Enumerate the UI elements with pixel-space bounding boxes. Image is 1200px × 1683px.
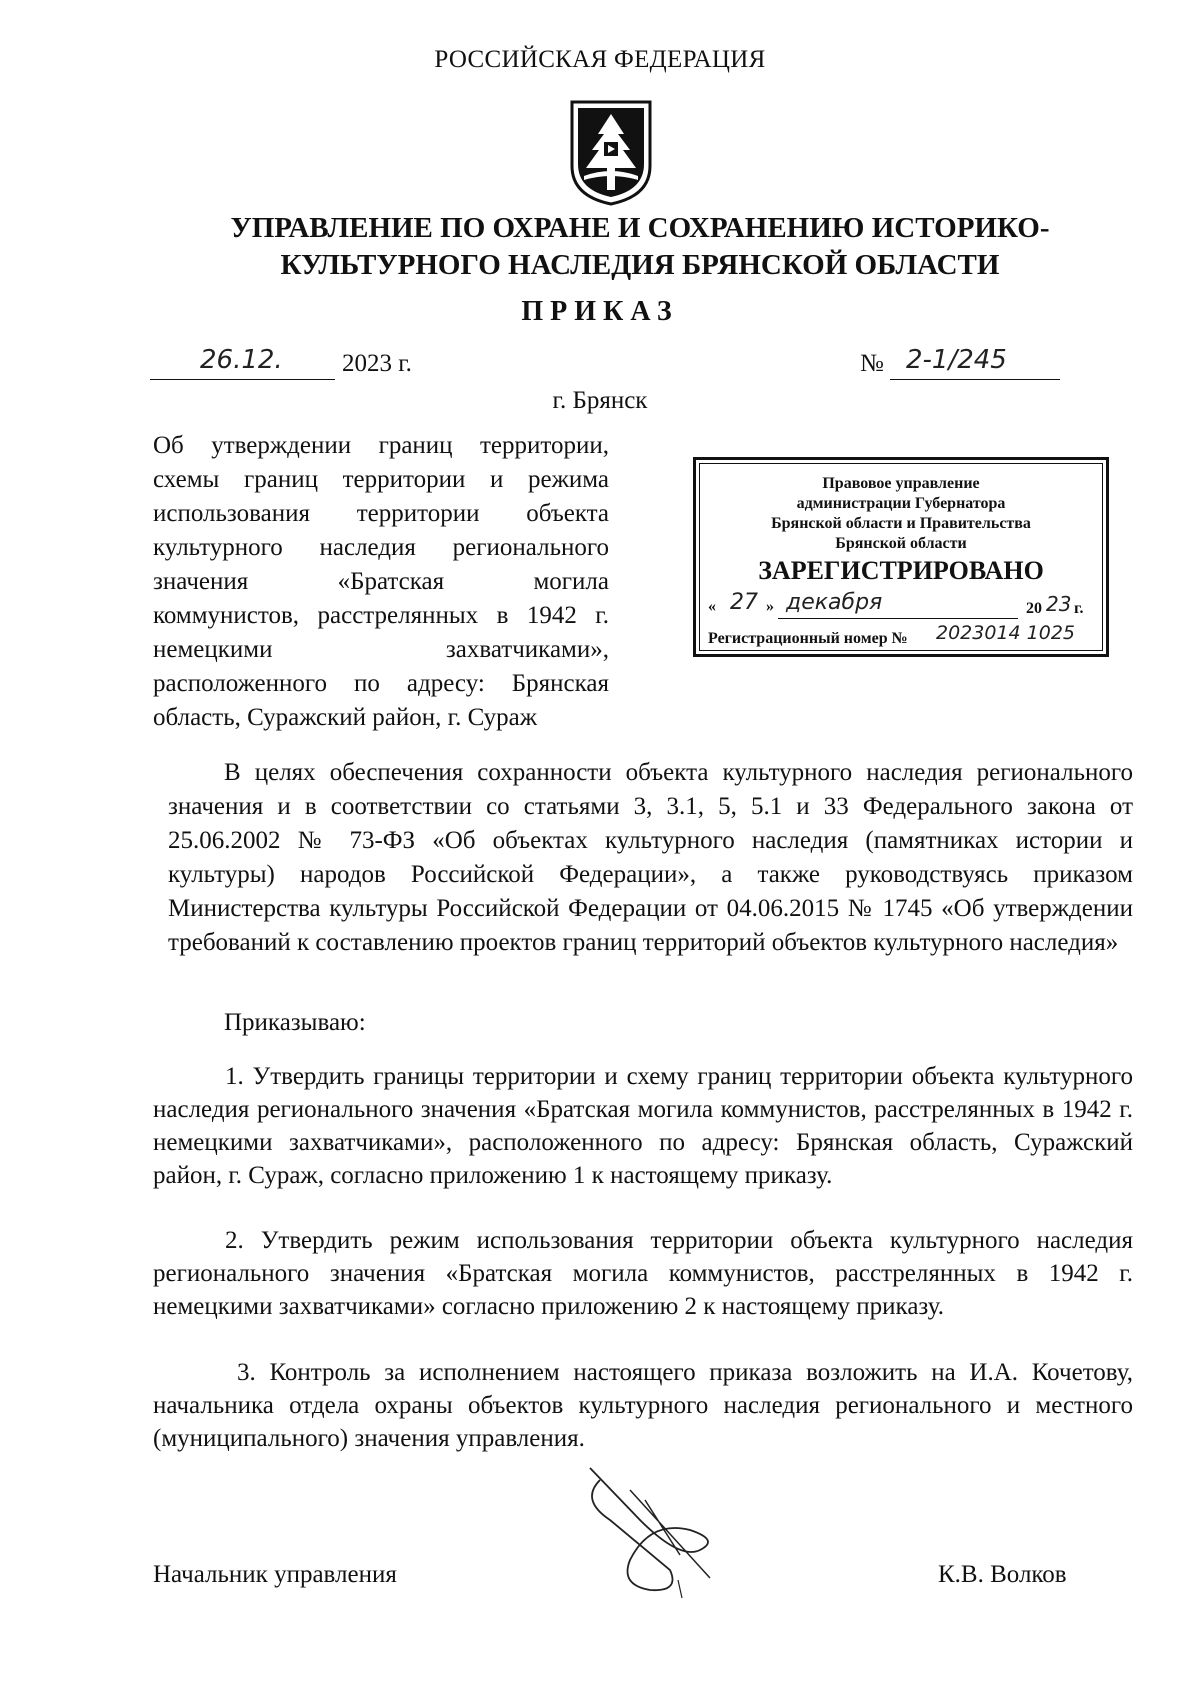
subject-block [153, 429, 609, 735]
stamp-month-handwritten: декабря [786, 590, 883, 615]
coat-of-arms-emblem [566, 96, 656, 208]
organization-line-2: КУЛЬТУРНОГО НАСЛЕДИЯ БРЯНСКОЙ ОБЛАСТИ [280, 249, 1000, 281]
stamp-quote-open: « [708, 598, 716, 615]
stamp-line-2: администрации Губернатора [796, 495, 1006, 512]
document-year: 2023 г. [342, 350, 412, 377]
signatory-name: К.В. Волков [938, 1561, 1067, 1588]
order-item-2: 2. Утвердить режим использования территории объекта культурного наследия регионального значения «Братская могила коммунистов, расстрелянных в 1942 г. немецкими захватчиками» согласно приложению 2 к настоящему приказу. [153, 1227, 1133, 1320]
stamp-reg-label: Регистрационный номер № [708, 630, 908, 647]
stamp-year-handwritten: 23 [1046, 592, 1072, 616]
subject-line: Об утверждении границ территории, [153, 432, 609, 459]
stamp-line-1: Правовое управление [822, 475, 980, 492]
stamp-day-handwritten: 27 [730, 590, 758, 615]
subject-line: область, Суражский район, г. Сураж [153, 704, 538, 731]
subject-line: немецкими захватчиками», [153, 636, 609, 663]
stamp-line-3: Брянской области и Правительства [771, 515, 1031, 532]
stamp-date-underline [778, 618, 1018, 619]
subject-line: культурного наследия регионального [153, 534, 609, 561]
stamp-reg-number-handwritten: 2023014 1025 [936, 622, 1076, 644]
stamp-line-4: Брянской области [835, 535, 967, 552]
subject-line: значения «Братская могила [153, 568, 609, 595]
stamp-registered: ЗАРЕГИСТРИРОВАНО [758, 556, 1044, 585]
stamp-year-suffix: г. [1074, 600, 1084, 617]
stamp-quote-close: » [766, 598, 774, 615]
number-handwritten: 2-1/245 [906, 345, 1007, 375]
city-line: г. Брянск [552, 387, 648, 414]
preamble-paragraph: В целях обеспечения сохранности объекта культурного наследия регионального значения и в соответствии со статьями 3, 3.1, 5, 5.1 и 33 Федерального закона от 25.06.2002 № 73-ФЗ «Об объектах культурного наследия (памятниках истории и культуры) народов Российской Федерации», а также руководствуясь приказом Министерства культуры Российской Федерации от 04.06.2015 № 1745 «Об утверждении требований к составлению проектов границ территорий объектов культурного наследия» [168, 759, 1133, 956]
registration-stamp [693, 457, 1109, 657]
date-handwritten: 26.12. [200, 345, 283, 375]
order-item-1: 1. Утвердить границы территории и схему границ территории объекта культурного наследия регионального значения «Братская могила коммунистов, расстрелянных в 1942 г. немецкими захватчиками», расположенного по адресу: Брянская область, Суражский район, г. Сураж, согласно приложению 1 к настоящему приказу. [153, 1063, 1133, 1189]
order-item-3: 3. Контроль за исполнением настоящего приказа возложить на И.А. Кочетову, начальника отдела охраны объектов культурного наследия регионального и местного (муниципального) значения управления. [153, 1359, 1133, 1452]
organization-line-1: УПРАВЛЕНИЕ ПО ОХРАНЕ И СОХРАНЕНИЮ ИСТОРИКО- [230, 212, 1050, 244]
subject-line: коммунистов, расстрелянных в 1942 г. [153, 602, 609, 629]
country-heading: РОССИЙСКАЯ ФЕДЕРАЦИЯ [434, 46, 766, 73]
number-sign: № [860, 350, 884, 377]
stamp-year-prefix: 20 [1026, 600, 1042, 617]
subject-line: использования территории объекта [153, 500, 609, 527]
signatory-position: Начальник управления [153, 1561, 397, 1588]
subject-line: схемы границ территории и режима [153, 466, 609, 493]
document-type: ПРИКАЗ [521, 296, 679, 327]
organization-title [150, 210, 1130, 284]
order-word: Приказываю: [224, 1009, 366, 1036]
handwritten-signature [570, 1460, 740, 1600]
subject-line: расположенного по адресу: Брянская [153, 670, 609, 697]
